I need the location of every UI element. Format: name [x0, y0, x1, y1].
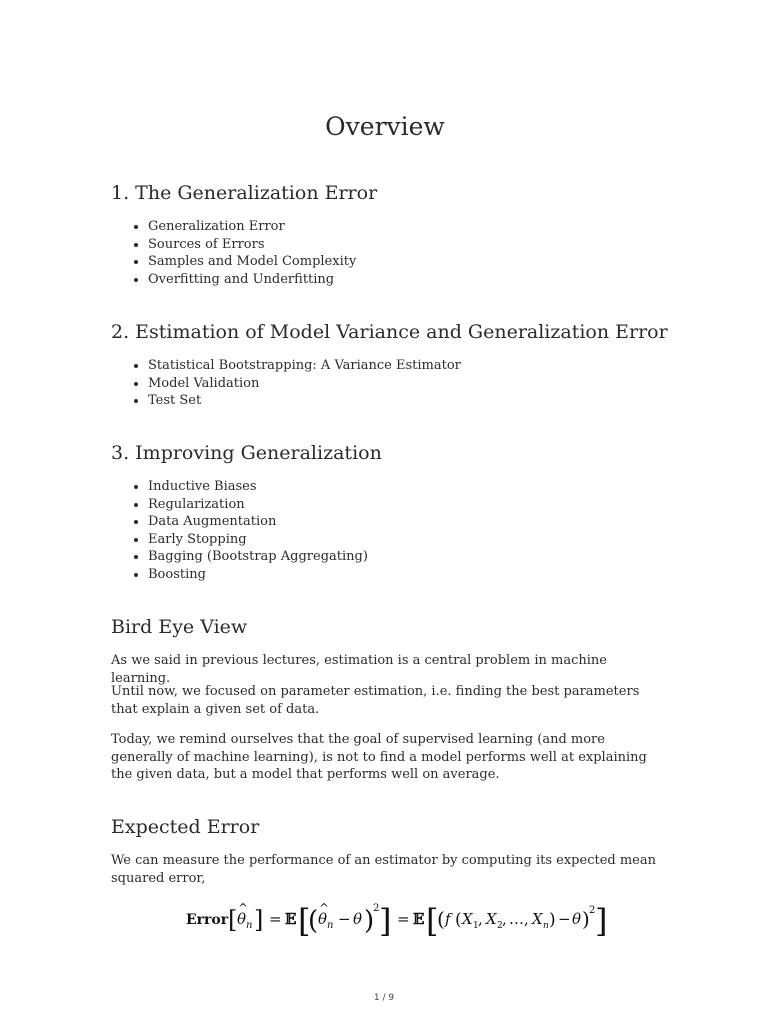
svg-text:𝔼: 𝔼	[285, 910, 297, 928]
list-item: • Inductive Biases	[148, 478, 368, 496]
section-heading-3: 3. Improving Generalization	[111, 442, 382, 464]
page-title: Overview	[325, 112, 445, 141]
bird-eye-paragraph-1: As we said in previous lectures, estimation is a central problem in machine learning.	[111, 653, 607, 686]
svg-text:−: −	[558, 910, 571, 928]
svg-text:[: [	[426, 902, 439, 940]
svg-text:2: 2	[373, 903, 380, 914]
svg-text:2: 2	[589, 905, 596, 916]
svg-text:θ: θ	[318, 910, 328, 928]
svg-text:]: ]	[254, 906, 264, 934]
svg-text:−: −	[338, 910, 351, 928]
list-item: • Bagging (Bootstrap Aggregating)	[148, 548, 368, 566]
svg-text:…: …	[509, 910, 524, 928]
svg-text:θ: θ	[237, 910, 247, 928]
svg-text:n: n	[327, 920, 334, 931]
list-item: • Generalization Error	[148, 218, 356, 236]
svg-text:n: n	[543, 921, 549, 931]
svg-text:(: (	[455, 910, 462, 930]
svg-text:,: ,	[524, 910, 529, 928]
bird-eye-heading: Bird Eye View	[111, 616, 248, 638]
svg-text:θ: θ	[572, 910, 582, 928]
svg-text:): )	[364, 906, 375, 936]
list-item: • Statistical Bootstrapping: A Variance Estimator	[148, 357, 461, 375]
list-item: • Data Augmentation	[148, 513, 368, 531]
svg-text:): )	[582, 907, 590, 931]
section-1-list	[111, 218, 356, 288]
expected-error-paragraph: We can measure the performance of an estimator by computing its expected mean squared error,	[111, 853, 656, 886]
svg-text:1: 1	[473, 921, 479, 931]
svg-text:,: ,	[478, 910, 483, 928]
svg-text:]: ]	[595, 902, 608, 940]
list-item: • Samples and Model Complexity	[148, 253, 356, 271]
svg-text:2: 2	[497, 921, 503, 931]
svg-text:Error: Error	[186, 912, 229, 928]
svg-text:): )	[549, 910, 556, 930]
svg-text:^: ^	[319, 901, 330, 915]
svg-text:(: (	[437, 907, 445, 931]
svg-text:n: n	[246, 920, 253, 931]
svg-text:𝔼: 𝔼	[413, 910, 425, 928]
expected-error-equation	[186, 897, 606, 945]
svg-text:^: ^	[238, 901, 249, 915]
svg-text:(: (	[308, 906, 319, 936]
section-2-list	[111, 357, 461, 410]
list-item: • Sources of Errors	[148, 236, 356, 254]
svg-text:X: X	[486, 910, 497, 928]
svg-text:X: X	[532, 910, 543, 928]
svg-text:[: [	[298, 902, 311, 940]
page-number: 1 / 9	[373, 993, 395, 1003]
svg-text:f: f	[445, 910, 451, 928]
bird-eye-paragraph-2: Until now, we focused on parameter estimation, i.e. finding the best parameters that explain a given set of data.	[111, 684, 640, 717]
svg-text:=: =	[269, 910, 282, 928]
section-3-list	[111, 478, 368, 583]
section-heading-2: 2. Estimation of Model Variance and Generalization Error	[111, 321, 668, 343]
list-item: • Model Validation	[148, 375, 461, 393]
list-item: • Test Set	[148, 392, 461, 410]
list-item: • Regularization	[148, 496, 368, 514]
expected-error-heading: Expected Error	[111, 816, 260, 838]
svg-text:θ: θ	[353, 910, 363, 928]
list-item: • Overfitting and Underfitting	[148, 271, 356, 289]
list-item: • Early Stopping	[148, 531, 368, 549]
svg-text:X: X	[462, 910, 473, 928]
section-heading-1: 1. The Generalization Error	[111, 182, 378, 204]
bird-eye-paragraph-3: Today, we remind ourselves that the goal of supervised learning (and more generally of machine learning), is not to find a model performs well at explaining the given data, but a model that performs well on average.	[111, 732, 647, 782]
svg-text:=: =	[397, 910, 410, 928]
svg-text:[: [	[228, 906, 238, 934]
list-item: • Boosting	[148, 566, 368, 584]
svg-text:,: ,	[502, 910, 507, 928]
svg-text:]: ]	[379, 902, 392, 940]
